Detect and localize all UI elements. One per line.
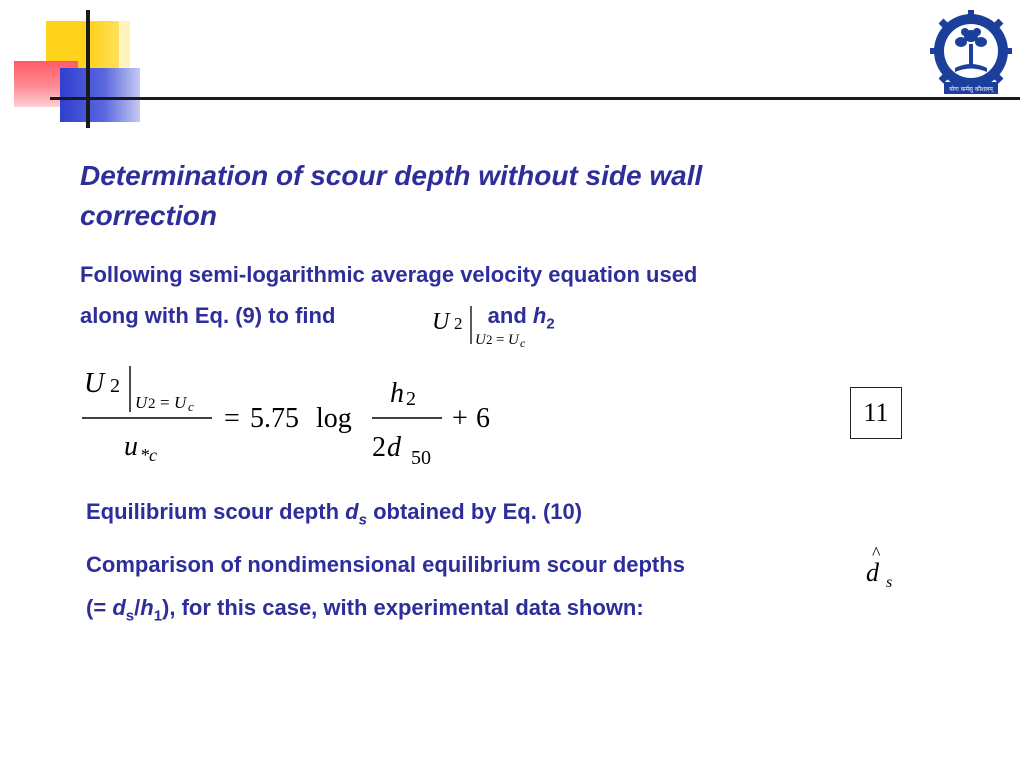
heading-line-2: correction [80,200,217,231]
institute-logo [930,10,1012,98]
find-text: along with Eq. (9) to find [80,303,336,328]
eq-num-U: U [84,368,105,399]
inline-cond-eq: = [496,332,505,348]
comparison-line-2 [86,594,644,625]
p5-d-subscript: s [125,607,135,625]
h2-subscript: 2 [546,315,555,333]
eq-frac-h-sub: 2 [406,388,416,410]
ds-symbol: d [345,499,359,524]
decor-vertical-rule [86,10,90,128]
decor-blue-block [60,68,140,122]
p5-rest: ), for this case, with experimental data shown: [162,595,644,620]
eq-den-sub: *c [140,445,157,465]
equilibrium-prefix: Equilibrium scour depth [86,499,340,524]
inline-cond-2: 2 [486,332,493,347]
inline-velocity-expression [428,300,548,352]
dhat-s-symbol [862,543,902,591]
inline-U-sub: 2 [454,314,463,333]
eq-log: log [316,403,352,434]
dhat-hat: ^ [872,543,881,563]
eq-plus: + [452,403,468,434]
eq-num-cond-2: 2 [148,396,156,412]
inline-cond-c: c [520,336,526,350]
eq-frac-den-2: 2 [372,432,386,463]
eq-equals: = [224,403,240,434]
eq-num-cond-eq: = [160,393,170,412]
p5-slash: / [134,595,141,620]
dhat-sub: s [886,574,893,591]
velocity-equation-11 [78,360,508,470]
p5-h-subscript: 1 [153,607,163,625]
equation-number-box: 11 [850,387,902,439]
inline-cond-U: U [475,332,486,348]
p5-d-symbol: d [112,595,126,620]
equilibrium-depth-line [86,498,583,529]
comparison-line-1: Comparison of nondimensional equilibrium scour depths [86,552,685,577]
equilibrium-suffix: obtained by Eq. (10) [373,499,583,524]
header-divider-rule [50,97,1020,100]
eq-frac-den-sub: 50 [411,447,431,469]
and-text: and [487,303,527,328]
eq-coefficient: 5.75 [250,403,299,434]
dhat-d: d [866,558,879,587]
h2-symbol: h [532,303,547,328]
p5-h-symbol: h [140,595,154,620]
eq-num-cond-c: c [188,399,194,414]
inline-cond-Uc: U [508,332,519,348]
eq-frac-h: h [390,378,404,409]
eq-den-u: u [124,431,138,462]
slide-heading [80,156,880,236]
ds-subscript: s [358,511,367,529]
inline-U: U [432,309,450,335]
eq-num-U-sub: 2 [110,375,120,397]
intro-paragraph-line-1: Following semi-logarithmic average velocity equation used [80,262,698,287]
eq-num-cond-Uc: U [174,393,187,412]
eq-constant: 6 [476,403,490,434]
p5-open: (= [86,595,107,620]
eq-frac-den-d: d [387,432,401,463]
eq-num-cond-U: U [135,393,148,412]
logo-caption: योगः कर्मसु कौशलम् [949,86,993,93]
heading-line-1: Determination of scour depth without side wall [80,160,703,191]
